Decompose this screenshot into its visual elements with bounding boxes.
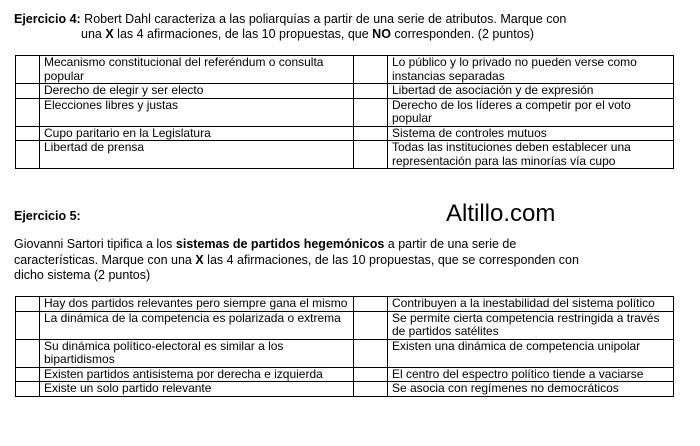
answer-box-right[interactable] xyxy=(354,297,388,312)
ex5-x-mark: X xyxy=(195,253,204,267)
ex4-intro-post: corresponden. (2 puntos) xyxy=(390,27,535,41)
ex5-heading: Ejercicio 5: xyxy=(14,209,81,223)
answer-box-left[interactable] xyxy=(16,56,40,84)
table-row xyxy=(16,56,674,84)
option-left-text: Mecanismo constitucional del referéndum o consulta popular xyxy=(40,56,354,84)
ex4-intro-text1: Robert Dahl caracteriza a las poliarquías a partir de una serie de atributos. Marque con xyxy=(80,12,567,26)
ex5-heading-line xyxy=(14,209,81,224)
watermark: Altillo.com xyxy=(446,200,556,227)
answer-box-left[interactable] xyxy=(16,339,40,367)
option-right-text: Se permite cierta competencia restringida a través de partidos satélites xyxy=(388,311,674,339)
ex5-intro-line3: dicho sistema (2 puntos) xyxy=(14,268,151,282)
ex5-intro-line2 xyxy=(14,253,579,268)
ex5-bold-term: sistemas de partidos hegemónicos xyxy=(175,237,385,251)
ex4-intro-line2 xyxy=(81,27,534,42)
ex4-intro-line1 xyxy=(14,12,566,27)
ex5-intro2-post: las 4 afirmaciones, de las 10 propuestas, que se corresponden con xyxy=(203,253,579,267)
option-left-text: Hay dos partidos relevantes pero siempre gana el mismo xyxy=(40,297,354,312)
answer-box-right[interactable] xyxy=(354,311,388,339)
answer-box-right[interactable] xyxy=(354,126,388,141)
ex4-options-table xyxy=(15,55,674,169)
option-left-text: Elecciones libres y justas xyxy=(40,98,354,126)
option-left-text: Derecho de elegir y ser electo xyxy=(40,84,354,99)
ex4-intro-mid: las 4 afirmaciones, de las 10 propuestas, que xyxy=(113,27,373,41)
option-right-text: El centro del espectro político tiende a vaciarse xyxy=(388,367,674,382)
ex5-intro-post: a partir de una serie de xyxy=(384,237,517,251)
answer-box-left[interactable] xyxy=(16,297,40,312)
table-row xyxy=(16,297,674,312)
table-row xyxy=(16,84,674,99)
ex5-intro2-pre: características. Marque con una xyxy=(14,253,196,267)
table-row xyxy=(16,367,674,382)
answer-box-right[interactable] xyxy=(354,339,388,367)
answer-box-left[interactable] xyxy=(16,84,40,99)
option-left-text: Libertad de prensa xyxy=(40,141,354,169)
answer-box-right[interactable] xyxy=(354,367,388,382)
option-left-text: La dinámica de la competencia es polarizada o extrema xyxy=(40,311,354,339)
table-row xyxy=(16,339,674,367)
table-row xyxy=(16,98,674,126)
table-row xyxy=(16,382,674,397)
option-right-text: Se asocia con regímenes no democráticos xyxy=(388,382,674,397)
option-right-text: Sistema de controles mutuos xyxy=(388,126,674,141)
option-right-text: Todas las instituciones deben establecer una representación para las minorías vía cupo xyxy=(388,141,674,169)
table-row xyxy=(16,126,674,141)
answer-box-left[interactable] xyxy=(16,98,40,126)
answer-box-left[interactable] xyxy=(16,382,40,397)
table-row xyxy=(16,311,674,339)
answer-box-left[interactable] xyxy=(16,126,40,141)
ex5-intro-pre: Giovanni Sartori tipifica a los xyxy=(14,237,176,251)
option-left-text: Existen partidos antisistema por derecha e izquierda xyxy=(40,367,354,382)
ex5-options-table xyxy=(15,296,674,397)
answer-box-right[interactable] xyxy=(354,98,388,126)
ex4-no-emphasis: NO xyxy=(372,27,391,41)
answer-box-left[interactable] xyxy=(16,311,40,339)
option-right-text: Libertad de asociación y de expresión xyxy=(388,84,674,99)
answer-box-right[interactable] xyxy=(354,56,388,84)
option-right-text: Existen una dinámica de competencia unipolar xyxy=(388,339,674,367)
answer-box-right[interactable] xyxy=(354,382,388,397)
ex5-intro-line1 xyxy=(14,237,516,252)
answer-box-right[interactable] xyxy=(354,141,388,169)
table-row xyxy=(16,141,674,169)
answer-box-left[interactable] xyxy=(16,141,40,169)
option-left-text: Cupo paritario en la Legislatura xyxy=(40,126,354,141)
ex4-heading: Ejercicio 4: xyxy=(14,12,81,26)
option-right-text: Contribuyen a la inestabilidad del sistema político xyxy=(388,297,674,312)
option-left-text: Existe un solo partido relevante xyxy=(40,382,354,397)
option-right-text: Derecho de los líderes a competir por el voto popular xyxy=(388,98,674,126)
ex4-intro-pre: una xyxy=(81,27,106,41)
ex4-x-mark: X xyxy=(105,27,114,41)
option-right-text: Lo público y lo privado no pueden verse como instancias separadas xyxy=(388,56,674,84)
answer-box-left[interactable] xyxy=(16,367,40,382)
option-left-text: Su dinámica político-electoral es similar a los bipartidismos xyxy=(40,339,354,367)
answer-box-right[interactable] xyxy=(354,84,388,99)
